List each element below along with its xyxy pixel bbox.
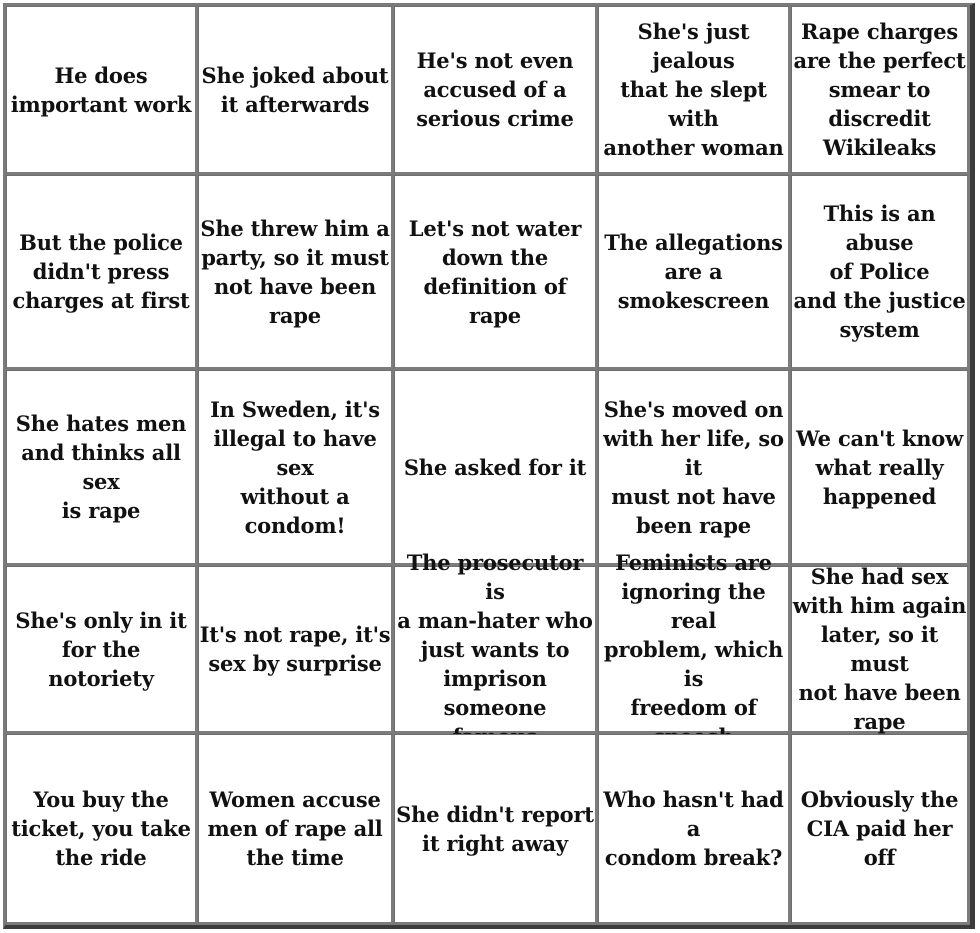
bingo-cell [598,175,791,370]
bingo-cell [6,734,198,925]
bingo-cell-text: She's just jealous that he slept with another woman [603,19,784,160]
bingo-cell [791,370,970,566]
bingo-cell-text: He does important work [10,62,192,117]
bingo-cell-text: It's not rape, it's sex by surprise [199,622,391,676]
bingo-cell-text: She joked about it afterwards [201,62,389,117]
bingo-cell [791,734,970,925]
bingo-cell-text: We can't know what really happened [796,425,963,509]
bingo-cell [394,175,598,370]
bingo-cell [6,566,198,734]
bingo-cell [198,175,394,370]
bingo-cell-text: She asked for it [403,454,587,480]
bingo-cell [394,734,598,925]
bingo-cell [198,6,394,175]
bingo-cell [6,175,198,370]
bingo-cell [394,370,598,566]
bingo-cell [198,734,394,925]
bingo-cell-text: She's only in it for the notoriety [15,607,187,691]
bingo-cell-text: The prosecutor is a man-hater who just wants to imprison someone [397,549,593,720]
bingo-cell [198,370,394,566]
bingo-cell-text: Feminists are ignoring the real problem, which is freedom of [603,549,784,720]
bingo-cell-text: But the police didn't press charges at first [12,230,190,313]
bingo-cell-text: Rape charges are the perfect smear to discredit Wikileaks [793,19,966,160]
bingo-cell-text: She threw him a party, so it must not have been rape [200,215,390,328]
bingo-cell-text: In Sweden, it's illegal to have sex without a condom! [210,396,380,538]
bingo-cell-text: This is an abuse of Police and the justice system [793,201,966,342]
bingo-cell [198,566,394,734]
bingo-cell [394,549,598,734]
bingo-cell-text: Let's not water down the definition of rape [408,215,582,328]
bingo-cell-text: She's moved on with her life, so it must not have been rape [603,396,784,538]
bingo-cell-text: You buy the ticket, you take the ride [11,787,191,870]
bingo-cell [791,6,970,175]
bingo-cell [394,6,598,175]
bingo-cell-text: Women accuse men of rape all the time [207,787,383,870]
bingo-cell [598,549,791,734]
bingo-cell-text: Obviously the CIA paid her off [800,787,959,870]
bingo-cell [791,566,970,734]
bingo-cell-text: She hates men and thinks all sex is rape [15,411,187,523]
bingo-cell [791,175,970,370]
bingo-cell [598,370,791,566]
bingo-cell-text: He's not even accused of a serious crime [416,48,574,131]
bingo-cell-text: She didn't report it right away [396,801,594,856]
bingo-cell-text: The allegations are a smokescreen [604,230,783,313]
bingo-cell [6,370,198,566]
bingo-cell [598,734,791,925]
bingo-cell [6,6,198,175]
bingo-cell [598,6,791,175]
bingo-cell-text: Who hasn't had a condom break? [603,787,784,870]
bingo-cell-text: She had sex with him again later, so it must not have been rape [792,564,967,734]
